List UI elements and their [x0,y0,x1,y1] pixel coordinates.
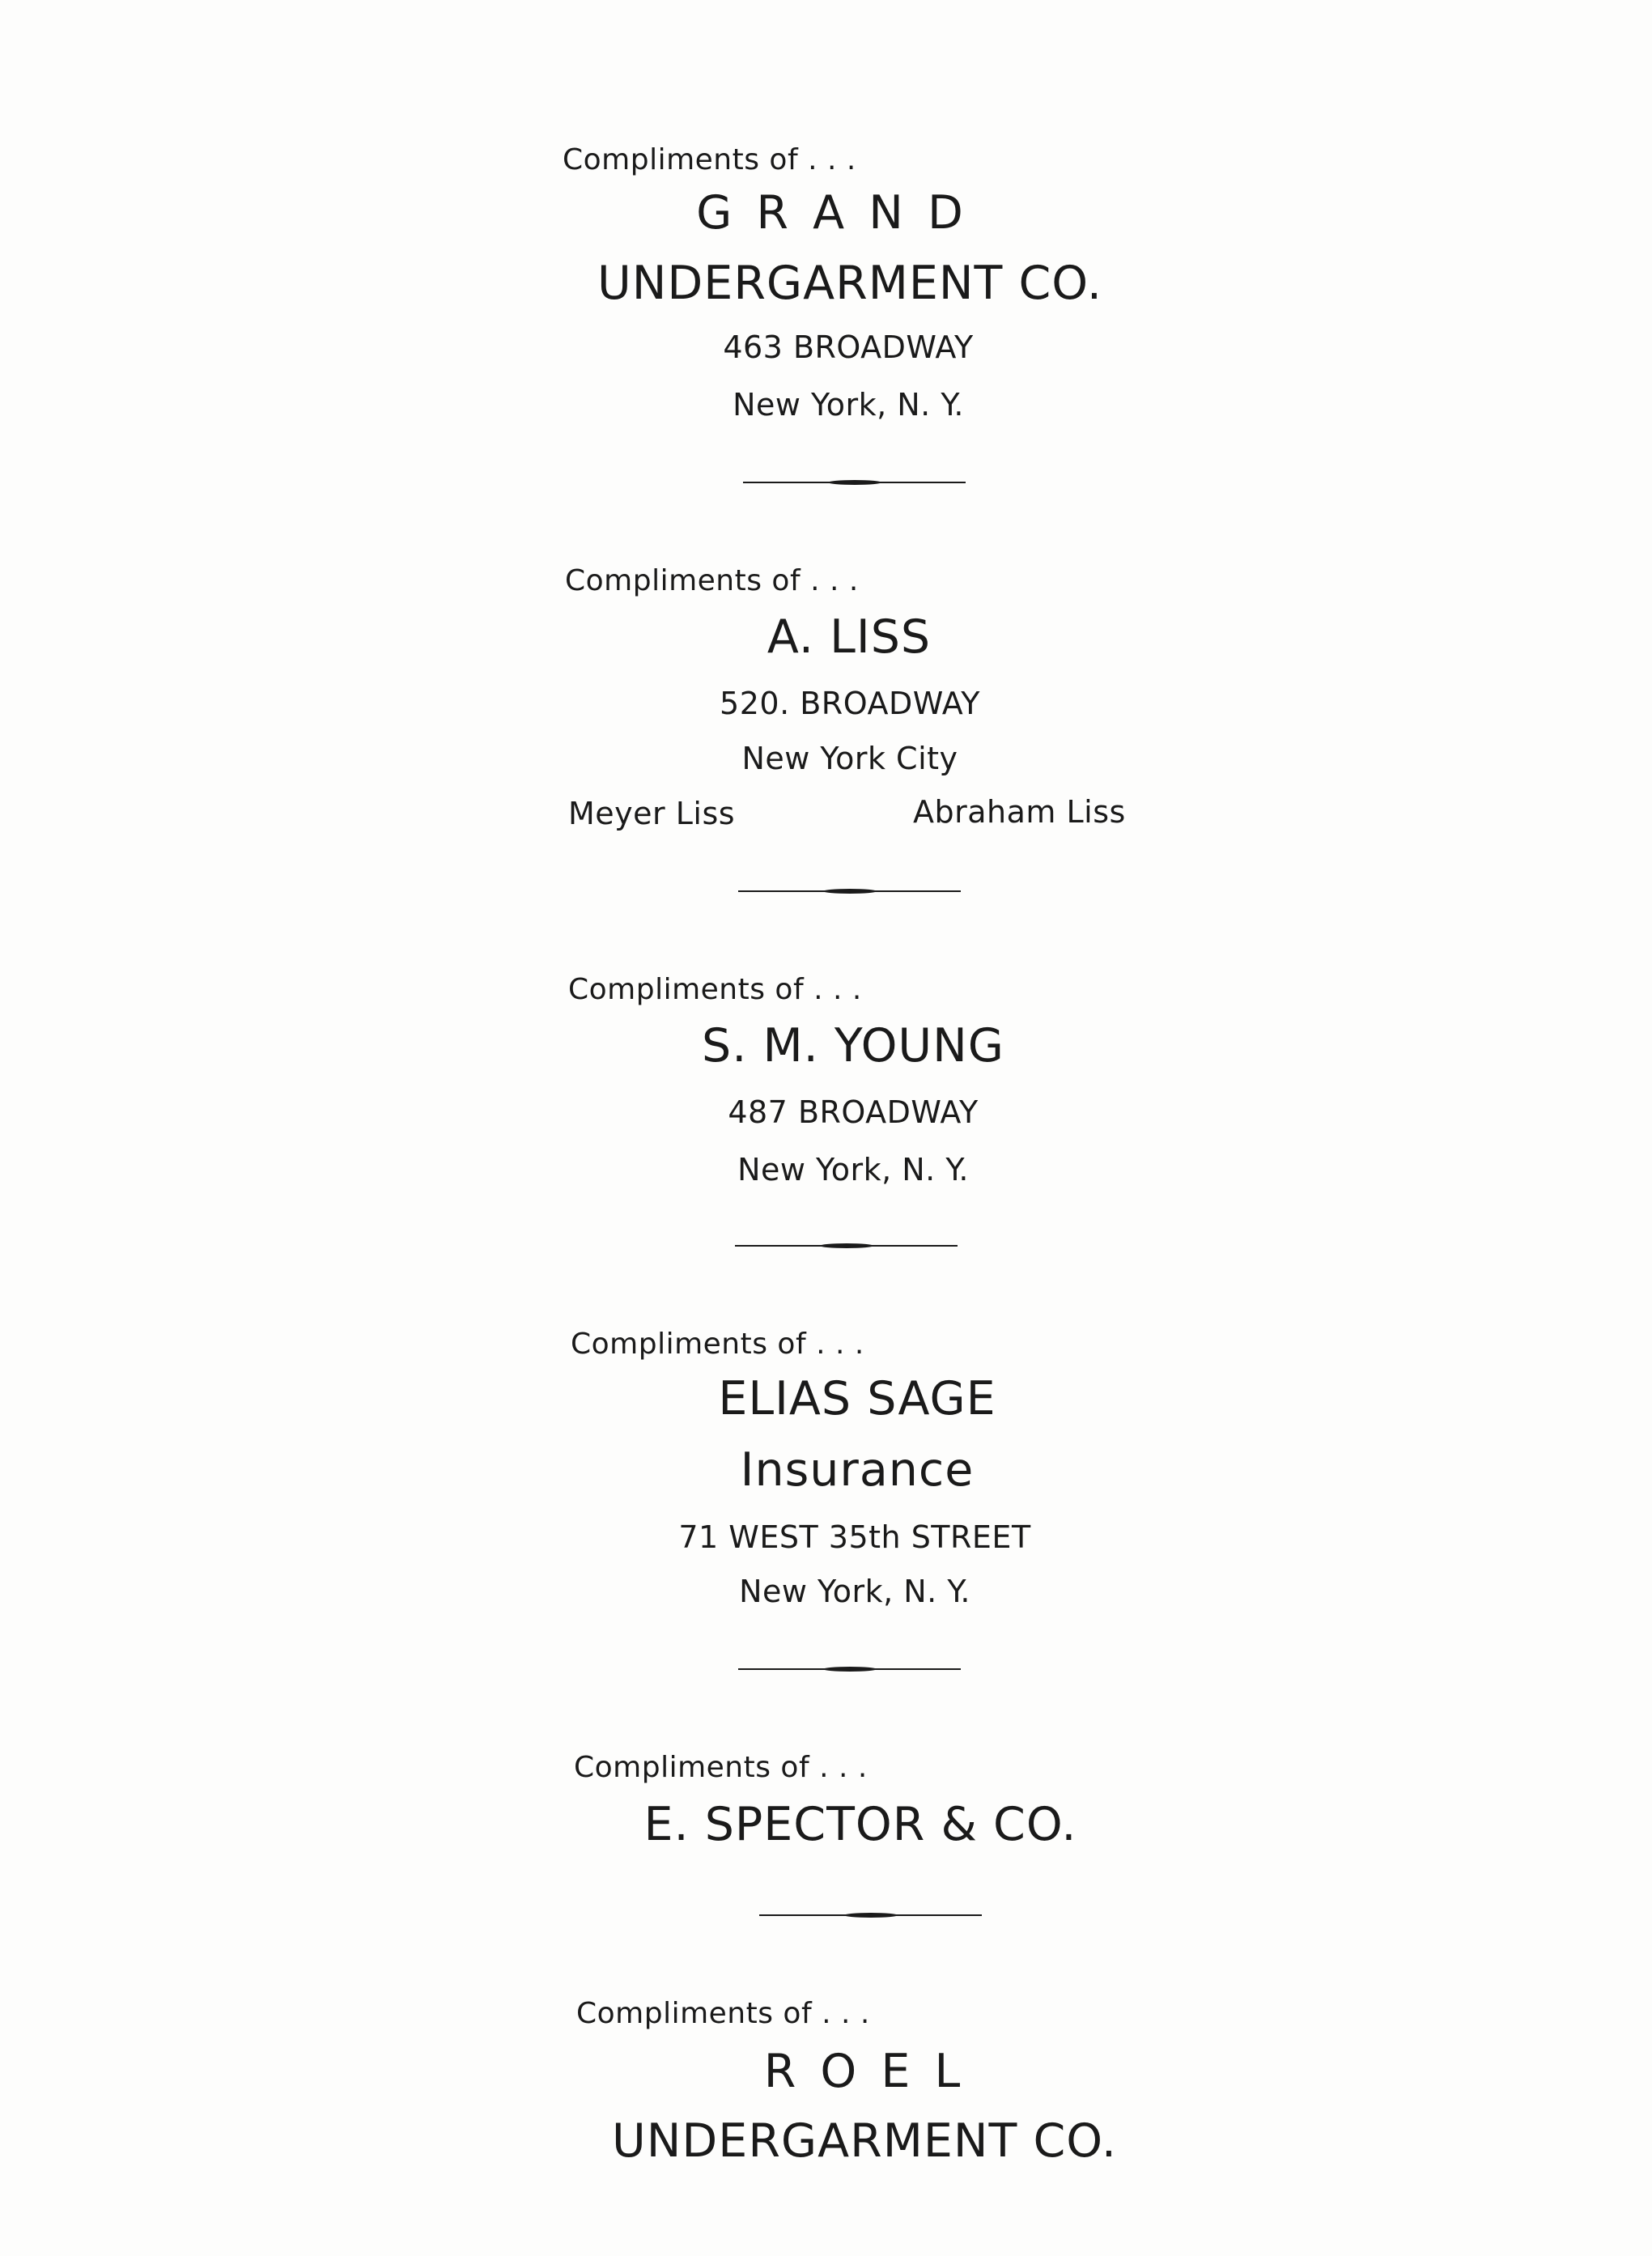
ad-intro: Compliments of . . . [571,1328,864,1361]
ad-intro: Compliments of . . . [563,143,856,176]
ad-company-name: E. SPECTOR & CO. [643,1798,1077,1851]
section-divider [738,1666,961,1672]
ad-city: New York, N. Y. [739,1574,970,1609]
ad-person-right: Abraham Liss [913,794,1126,830]
section-divider [738,888,961,894]
ad-company-name: R O E L [763,2045,966,2098]
ad-city: New York, N. Y. [733,387,964,423]
ad-company-name-line2: Insurance [740,1443,975,1497]
ad-address: 71 WEST 35th STREET [678,1519,1031,1555]
ad-address: 487 BROADWAY [728,1094,979,1130]
ad-company-name: A. LISS [767,610,932,664]
ad-person-left: Meyer Liss [568,796,736,831]
ad-address: 520. BROADWAY [720,686,980,721]
ad-city: New York City [741,741,958,776]
section-divider [735,1243,958,1249]
ad-intro: Compliments of . . . [574,1751,868,1784]
ad-address: 463 BROADWAY [723,329,974,365]
ad-intro: Compliments of . . . [576,1997,870,2030]
ad-company-name-line2: UNDERGARMENT CO. [612,2114,1117,2168]
ad-city: New York, N. Y. [737,1152,969,1187]
section-divider [743,479,966,486]
ad-intro: Compliments of . . . [568,973,862,1006]
section-divider [759,1912,982,1918]
ad-company-name: G R A N D [696,186,968,240]
ad-company-name: ELIAS SAGE [718,1372,996,1425]
ad-intro: Compliments of . . . [565,564,859,597]
ad-company-name: S. M. YOUNG [702,1019,1004,1073]
ad-company-name-line2: UNDERGARMENT CO. [597,257,1102,310]
